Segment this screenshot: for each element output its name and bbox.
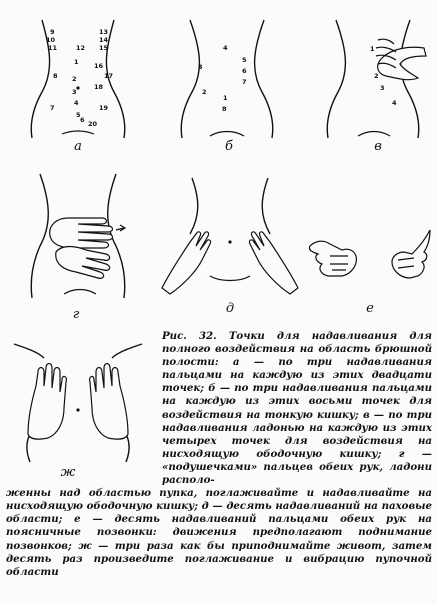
figure-g-torso: [20, 172, 140, 298]
point-v-3: 3: [380, 84, 385, 92]
figure-e-hands: [308, 226, 432, 290]
point-a-6: 6: [80, 116, 85, 124]
point-b-5: 5: [242, 56, 247, 64]
point-a-18: 18: [94, 83, 104, 91]
figure-a-torso: [20, 18, 136, 138]
figure-label-b: б: [225, 139, 233, 154]
point-v-4: 4: [392, 99, 397, 107]
figure-label-v: в: [374, 139, 382, 154]
point-a-5: 5: [76, 111, 81, 119]
figure-label-g: г: [72, 307, 80, 322]
point-a-11: 11: [48, 44, 58, 52]
point-a-2: 2: [72, 75, 77, 83]
point-b-3: 3: [198, 63, 203, 71]
figure-b-torso: [172, 18, 288, 138]
point-a-20: 20: [88, 120, 98, 128]
point-a-8: 8: [53, 72, 58, 80]
torso-hands-d: [160, 176, 300, 296]
point-b-2: 2: [202, 88, 207, 96]
point-b-7: 7: [242, 78, 247, 86]
palm-drawing-v: [376, 39, 426, 79]
figure-d-torso: [160, 176, 300, 296]
point-a-12: 12: [76, 44, 86, 52]
point-a-13: 13: [99, 28, 109, 36]
torso-outline-b: [172, 18, 288, 138]
figure-label-a: а: [74, 139, 82, 154]
hands-drawing-e: [308, 226, 432, 290]
figure-label-zh: ж: [60, 465, 76, 480]
point-v-2: 2: [374, 72, 379, 80]
point-a-15: 15: [99, 44, 109, 52]
point-b-1: 1: [223, 94, 228, 102]
torso-hands-g: [20, 172, 140, 298]
point-b-4: 4: [223, 44, 228, 52]
point-v-1: 1: [370, 45, 375, 53]
point-a-7: 7: [50, 104, 55, 112]
caption-tail: женны над областью пупка, поглаживайте и надавливайте на нисходящую ободочную кишку; д — десять надавливаний на паховые области; е — десять надавливаний пальцами обеих рук на поясничные позвонки: движения предполагают поднимание позвонков; ж — три раза как бы приподнимайте живот, затем десять раз произведите поглаживание и вибрацию пупочной области: [6, 487, 432, 578]
point-b-6: 6: [242, 67, 247, 75]
caption-figure-gap: [6, 330, 156, 480]
figure-label-e: е: [366, 301, 374, 316]
point-a-19: 19: [99, 104, 109, 112]
point-a-14: 14: [99, 36, 109, 44]
point-a-16: 16: [94, 62, 104, 70]
point-a-17: 17: [104, 72, 114, 80]
torso-outline-a: [20, 18, 136, 138]
hands-drawing-g: [50, 218, 113, 278]
point-b-8: 8: [222, 105, 227, 113]
point-a-10: 10: [46, 36, 56, 44]
figure-caption: [6, 330, 432, 602]
point-a-1: 1: [74, 58, 79, 66]
point-a-3: 3: [72, 88, 77, 96]
point-a-4: 4: [74, 99, 79, 107]
figure-label-d: д: [225, 301, 235, 316]
caption-head: Рис. 32. Точки для надавливания для полного воздействия на область брюшной полости: а — по три надавливания пальцами на каждую из этих двадцати точек; б — по три надавливания пальцами на каждую из этих восьми точек для воздействия на тонкую кишку; в — по три надавливания ладонью на каждую из этих четырех точек для воздействия на нисходящую ободочную кишку; г — «подушечками» пальцев обеих рук, ладони располо-: [162, 330, 432, 487]
point-a-9: 9: [50, 28, 55, 36]
